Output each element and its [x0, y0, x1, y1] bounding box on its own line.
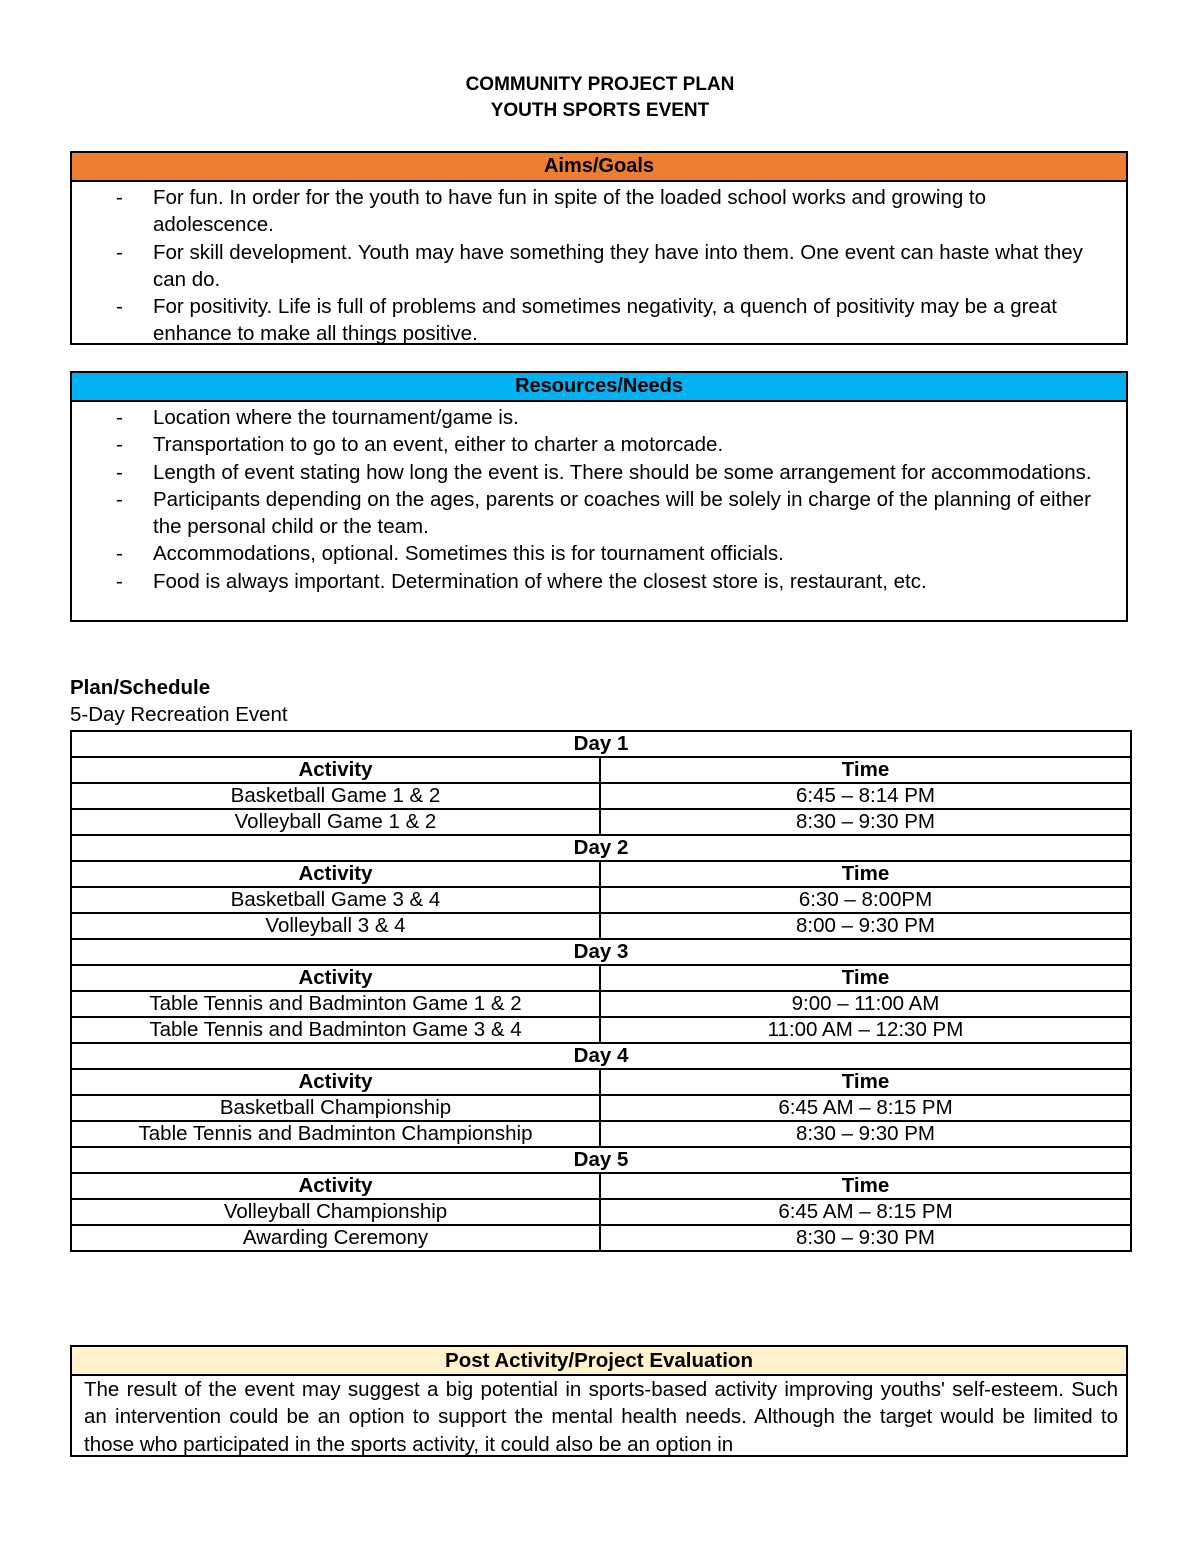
column-header-row	[71, 757, 1131, 783]
activity-header: Activity	[71, 1173, 600, 1199]
table-row	[71, 783, 1131, 809]
column-header-row	[71, 861, 1131, 887]
time-header: Time	[600, 757, 1131, 783]
time-cell: 8:00 – 9:30 PM	[600, 913, 1131, 939]
activity-header: Activity	[71, 757, 600, 783]
activity-cell: Volleyball Championship	[71, 1199, 600, 1225]
activity-cell: Volleyball Game 1 & 2	[71, 809, 600, 835]
day-header-row	[71, 731, 1131, 757]
evaluation-section	[70, 1345, 1128, 1457]
time-cell: 11:00 AM – 12:30 PM	[600, 1017, 1131, 1043]
column-header-row	[71, 965, 1131, 991]
document-header	[0, 72, 1200, 124]
list-item-text: Location where the tournament/game is.	[153, 406, 519, 429]
time-header: Time	[600, 1173, 1131, 1199]
aims-goals-heading: Aims/Goals	[72, 153, 1126, 182]
bullet-dash: -	[116, 186, 123, 209]
bullet-dash: -	[116, 406, 123, 429]
activity-header: Activity	[71, 1069, 600, 1095]
aims-goals-list	[72, 182, 1126, 352]
time-cell: 8:30 – 9:30 PM	[600, 1121, 1131, 1147]
column-header-row	[71, 1069, 1131, 1095]
day-label: Day 3	[71, 939, 1131, 965]
day-header-row	[71, 1147, 1131, 1173]
plan-schedule-title: Plan/Schedule	[70, 676, 211, 699]
day-label: Day 1	[71, 731, 1131, 757]
list-item	[72, 239, 1112, 294]
resources-needs-section	[70, 371, 1128, 622]
table-row	[71, 991, 1131, 1017]
time-header: Time	[600, 965, 1131, 991]
table-row	[71, 809, 1131, 835]
list-item-text: Transportation to go to an event, either to charter a motorcade.	[153, 433, 724, 457]
list-item-text: Food is always important. Determination of where the closest store is, restaurant, etc.	[153, 569, 927, 593]
time-cell: 8:30 – 9:30 PM	[600, 809, 1131, 835]
list-item	[72, 459, 1112, 486]
activity-cell: Table Tennis and Badminton Game 1 & 2	[71, 991, 600, 1017]
list-item-text: For skill development. Youth may have something they have into them. One event can haste what they can do.	[153, 240, 1083, 291]
activity-cell: Volleyball 3 & 4	[71, 913, 600, 939]
activity-cell: Basketball Championship	[71, 1095, 600, 1121]
list-item	[72, 486, 1112, 541]
evaluation-text: The result of the event may suggest a big potential in sports-based activity improving youths' self-esteem. Such an intervention could be an option to support the mental health needs. Although the target would be limited to those who participated in the sports activity, it could also be an option in	[84, 1378, 1118, 1456]
activity-cell: Basketball Game 3 & 4	[71, 887, 600, 913]
table-row	[71, 887, 1131, 913]
table-row	[71, 913, 1131, 939]
activity-header: Activity	[71, 965, 600, 991]
activity-header: Activity	[71, 861, 600, 887]
list-item	[72, 540, 1112, 567]
time-cell: 6:45 AM – 8:15 PM	[600, 1095, 1131, 1121]
list-item-text: For fun. In order for the youth to have fun in spite of the loaded school works and growing to adolescence.	[153, 186, 987, 237]
plan-schedule-subtitle: 5-Day Recreation Event	[70, 703, 288, 726]
resources-needs-list	[72, 402, 1126, 599]
time-header: Time	[600, 1069, 1131, 1095]
bullet-dash: -	[116, 542, 123, 566]
activity-cell: Awarding Ceremony	[71, 1225, 600, 1251]
list-item	[72, 431, 1112, 458]
evaluation-heading: Post Activity/Project Evaluation	[72, 1347, 1126, 1376]
bullet-dash: -	[116, 240, 123, 264]
column-header-row	[71, 1173, 1131, 1199]
document-title: COMMUNITY PROJECT PLAN	[465, 74, 735, 95]
day-header-row	[71, 1043, 1131, 1069]
list-item-text: For positivity. Life is full of problems and sometimes negativity, a quench of positivity may be a great enhance to make all things positive.	[153, 295, 1057, 346]
list-item-text: Length of event stating how long the event is. There should be some arrangement for accommodations.	[153, 460, 1092, 484]
table-row	[71, 1199, 1131, 1225]
list-item	[72, 404, 1112, 431]
activity-cell: Table Tennis and Badminton Game 3 & 4	[71, 1017, 600, 1043]
bullet-dash: -	[116, 487, 123, 511]
time-cell: 8:30 – 9:30 PM	[600, 1225, 1131, 1251]
time-cell: 6:45 – 8:14 PM	[600, 783, 1131, 809]
list-item-text: Accommodations, optional. Sometimes this is for tournament officials.	[153, 542, 784, 566]
activity-cell: Table Tennis and Badminton Championship	[71, 1121, 600, 1147]
list-item	[72, 293, 1112, 348]
bullet-dash: -	[116, 433, 123, 457]
day-header-row	[71, 835, 1131, 861]
resources-needs-heading: Resources/Needs	[72, 373, 1126, 402]
day-label: Day 4	[71, 1043, 1131, 1069]
schedule-table	[70, 730, 1132, 1252]
table-row	[71, 1225, 1131, 1251]
day-label: Day 5	[71, 1147, 1131, 1173]
bullet-dash: -	[116, 569, 123, 593]
time-cell: 9:00 – 11:00 AM	[600, 991, 1131, 1017]
list-item	[72, 568, 1112, 595]
table-row	[71, 1017, 1131, 1043]
list-item	[72, 184, 1112, 239]
time-cell: 6:30 – 8:00PM	[600, 887, 1131, 913]
list-item-text: Participants depending on the ages, parents or coaches will be solely in charge of the planning of either the personal child or the team.	[153, 487, 1091, 539]
time-header: Time	[600, 861, 1131, 887]
day-header-row	[71, 939, 1131, 965]
bullet-dash: -	[116, 295, 123, 319]
activity-cell: Basketball Game 1 & 2	[71, 783, 600, 809]
time-cell: 6:45 AM – 8:15 PM	[600, 1199, 1131, 1225]
table-row	[71, 1095, 1131, 1121]
day-label: Day 2	[71, 835, 1131, 861]
aims-goals-section	[70, 151, 1128, 345]
bullet-dash: -	[116, 460, 123, 484]
document-subtitle: YOUTH SPORTS EVENT	[490, 100, 710, 121]
table-row	[71, 1121, 1131, 1147]
